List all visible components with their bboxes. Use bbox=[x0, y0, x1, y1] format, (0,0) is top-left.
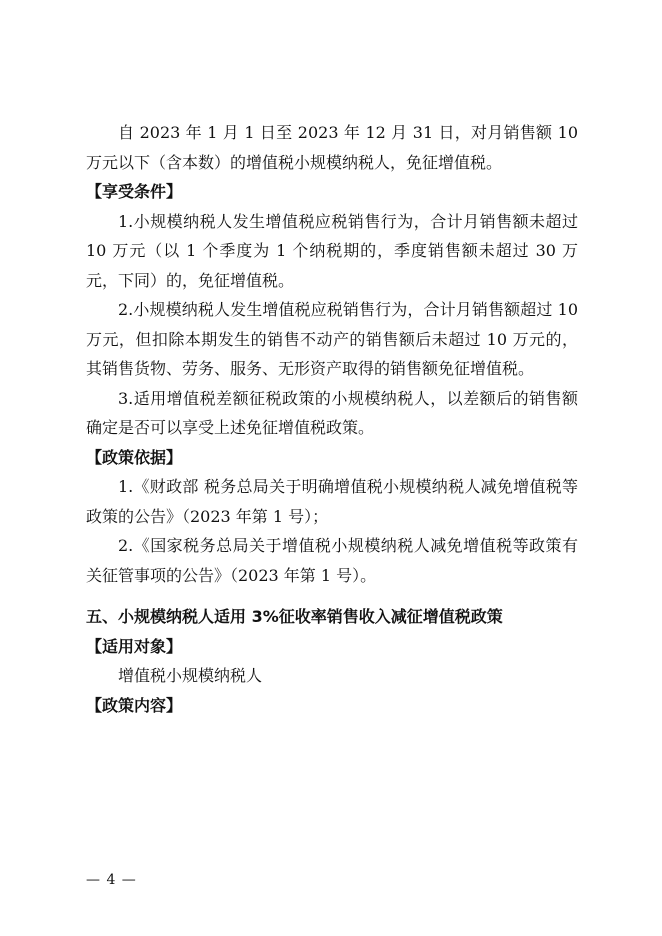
basis-item: 2.《国家税务总局关于增值税小规模纳税人减免增值税等政策有关征管事项的公告》（2023 年第 1 号）。 bbox=[86, 536, 578, 585]
section-spacer bbox=[86, 590, 578, 602]
section-5-title: 五、小规模纳税人适用 3%征收率销售收入减征增值税政策 bbox=[86, 607, 503, 626]
condition-item: 3.适用增值税差额征税政策的小规模纳税人，以差额后的销售额确定是否可以享受上述免征增值税政策。 bbox=[86, 388, 578, 437]
document-body bbox=[86, 118, 578, 720]
condition-item: 1.小规模纳税人发生增值税应税销售行为，合计月销售额未超过 10 万元（以 1 个季度为 1 个纳税期的，季度销售额未超过 30 万元，下同）的，免征增值税。 bbox=[86, 211, 578, 290]
condition-item: 2.小规模纳税人发生增值税应税销售行为，合计月销售额超过 10 万元，但扣除本期发生的销售不动产的销售额后未超过 10 万元的，其销售货物、劳务、服务、无形资产取得的销售额免征增值税。 bbox=[86, 300, 578, 378]
target-heading: 【适用对象】 bbox=[86, 636, 183, 656]
policy-content-heading: 【政策内容】 bbox=[86, 695, 183, 715]
basis-item: 1.《财政部 税务总局关于明确增值税小规模纳税人减免增值税等政策的公告》（2023 年第 1 号）； bbox=[86, 477, 578, 526]
intro-paragraph: 自 2023 年 1 月 1 日至 2023 年 12 月 31 日，对月销售额 10 万元以下（含本数）的增值税小规模纳税人，免征增值税。 bbox=[86, 123, 578, 172]
page-number: — 4 — bbox=[86, 872, 137, 888]
target-text: 增值税小规模纳税人 bbox=[118, 666, 263, 685]
conditions-heading: 【享受条件】 bbox=[86, 182, 183, 201]
basis-heading: 【政策依据】 bbox=[86, 447, 183, 467]
